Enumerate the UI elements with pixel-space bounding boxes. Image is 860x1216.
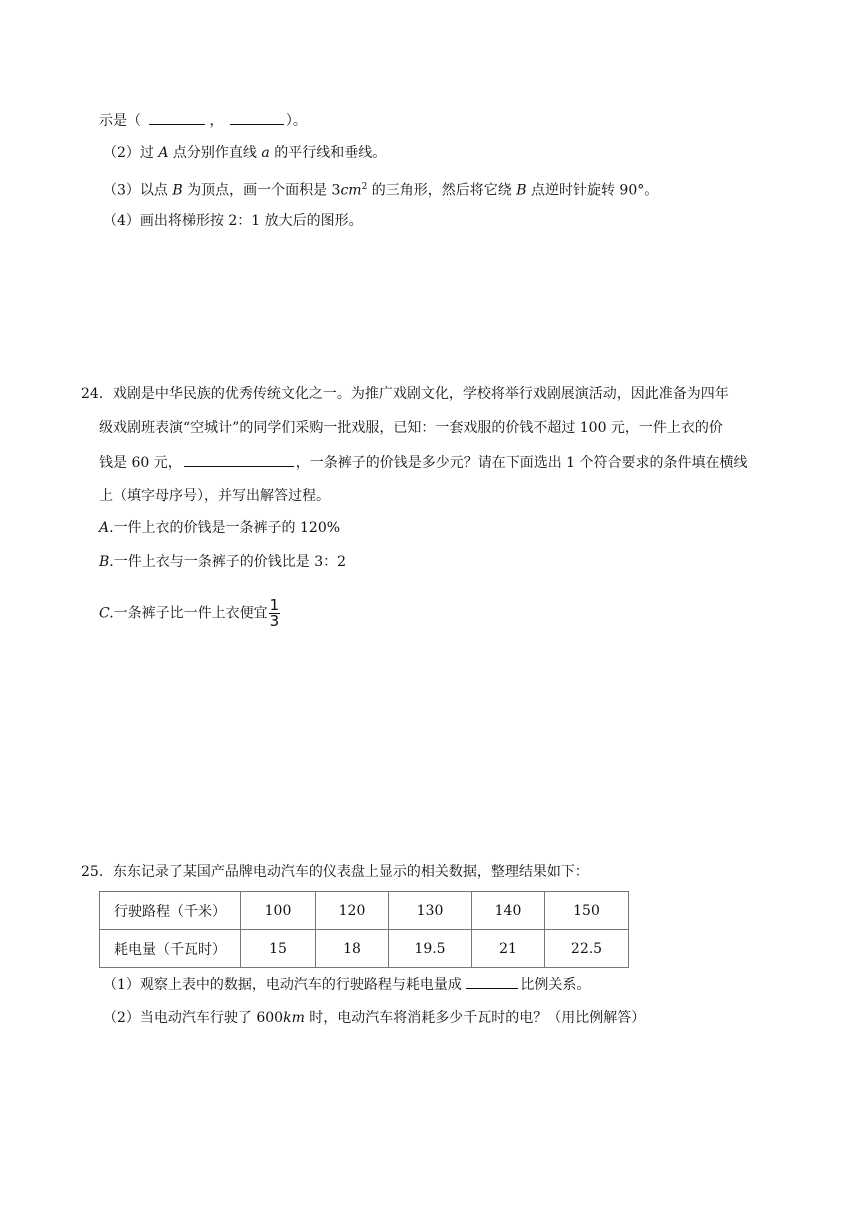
row-header-power: 耗电量（千瓦时）	[100, 930, 241, 968]
table-cell: 22.5	[545, 930, 629, 968]
q23-item-3: （3）以点 B 为顶点，画一个面积是 $3cm^2$ 的三角形，然后将它绕 B 点逆时针旋转 90°。	[103, 182, 659, 199]
q24-option-a: A.一件上衣的价钱是一条裤子的 120%	[99, 520, 341, 536]
q23-coordinate-line: 示是（ ， ）。	[99, 110, 307, 131]
q24-line-2: 级戏剧班表演“空城计”的同学们采购一批戏服，已知：一套戏服的价钱不超过 100 元，一件上衣的价	[99, 420, 723, 436]
table-cell: 18	[316, 930, 389, 968]
q23-blank-x[interactable]	[149, 110, 205, 125]
table-cell: 120	[316, 892, 389, 930]
q24-option-b: B.一件上衣与一条裤子的价钱比是 3：2	[99, 554, 347, 570]
table-cell: 140	[472, 892, 545, 930]
table-row-power	[100, 930, 629, 968]
q23-item-2: （2）过 A 点分别作直线 a 的平行线和垂线。	[103, 145, 387, 161]
fraction-one-third: $\frac{1}{3}$	[269, 596, 280, 630]
table-row-distance	[100, 892, 629, 930]
q25-item-2: （2）当电动汽车行驶了 600km 时，电动汽车将消耗多少千瓦时的电？（用比例解答）	[103, 1010, 646, 1026]
q24-answer-blank[interactable]	[184, 452, 294, 467]
q24-line-3: 钱是 60 元， ，一条裤子的价钱是多少元？请在下面选出 1 个符合要求的条件填在横线	[99, 452, 748, 473]
q25-item-1: （1）观察上表中的数据，电动汽车的行驶路程与耗电量成 比例关系。	[103, 974, 590, 995]
q23-item-4: （4）画出将梯形按 2：1 放大后的图形。	[103, 213, 363, 229]
q25-proportion-blank[interactable]	[466, 974, 518, 989]
table-cell: 21	[472, 930, 545, 968]
q24-line-1: 24．戏剧是中华民族的优秀传统文化之一。为推广戏剧文化，学校将举行戏剧展演活动，因此准备为四年	[81, 386, 729, 402]
q25-intro: 25．东东记录了某国产品牌电动汽车的仪表盘上显示的相关数据，整理结果如下：	[81, 864, 589, 880]
table-cell: 15	[241, 930, 316, 968]
table-cell: 150	[545, 892, 629, 930]
q24-line-4: 上（填字母序号），并写出解答过程。	[99, 488, 330, 504]
table-cell: 100	[241, 892, 316, 930]
q23-blank-y[interactable]	[230, 110, 284, 125]
row-header-distance: 行驶路程（千米）	[100, 892, 241, 930]
table-cell: 130	[389, 892, 472, 930]
table-cell: 19.5	[389, 930, 472, 968]
q24-option-c: C.一条裤子比一件上衣便宜 $\frac{1}{3}$	[99, 596, 280, 630]
q25-data-table	[99, 891, 629, 968]
